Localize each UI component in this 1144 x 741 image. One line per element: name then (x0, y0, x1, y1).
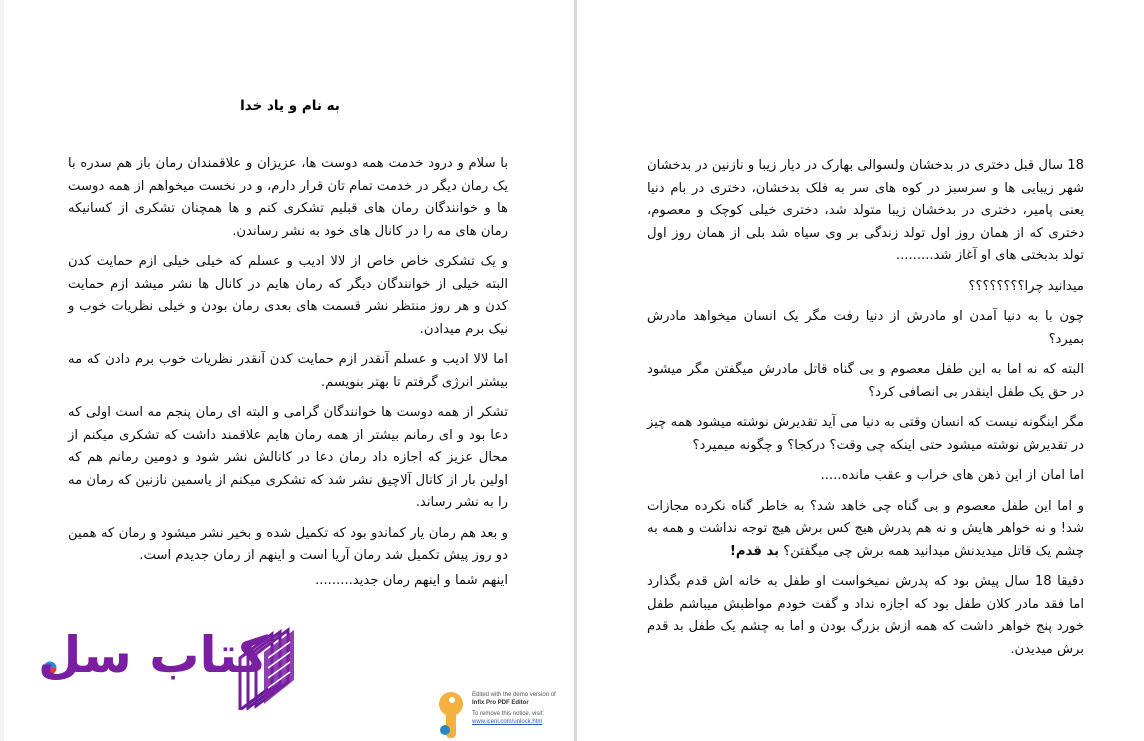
paragraph: تشکر از همه دوست ها خوانندگان گرامی و البته ای رمان پنجم مه است اولی که دعا بود و ای رمانم بیشتر از همه رمان هایم علاقمند داشت که تشکری میکنم از محال عزیز که اجازه داد رمان دعا در کانالش نشر شود و دومین رمانم هم که اولین بار از کانال آلاچیق نشر شد که تشکری میکنم از یاسمین نازنین که رمان مه را به نشر رساند. (68, 405, 508, 510)
paragraph: البته که نه اما به این طفل معصوم و بی گناه قاتل مادرش میگفتن مگر میشود در حق یک طفل اینقدر بی انصافی کرد؟ (647, 362, 1084, 400)
paragraph: اما امان از این ذهن های خراب و عقب مانده..... (820, 468, 1084, 483)
paragraph: دقیقا 18 سال پیش بود که پدرش نمیخواست او طفل به خانه اش قدم بگذارد اما فقد مادر کلان طفل بود که اجازه نداد و گفت خودم مواظبش میباشم طفل خورد پنج خواهر داشت که همه ازش بزرگ بودن و اما به چشم یک طفل بد قدم برش میدیدن. (647, 574, 1084, 657)
paragraph: چون با به دنیا آمدن او مادرش از دنیا رفت مگر یک انسان میخواهد مادرش بمیرد؟ (647, 309, 1084, 347)
closing-line: اینهم شما و اینهم رمان جدید......... (315, 573, 508, 588)
paragraph: و یک تشکری خاص خاص از لالا ادیب و عسلم که خیلی خیلی ازم حمایت کدن البته خیلی از خوانندگان دیگر که رمان هایم در کانال ها نشر میشد ازم حمایت کدن و هر روز منتظر نشر قسمت های بعدی رمان بودن و خیلی نظریات خوب و نیک برم میدادن. (68, 254, 508, 337)
right-page-body (647, 155, 1084, 669)
paragraph: و اما این طفل معصوم و بی گناه چی خاهد شد؟ به خاطر گناه نکرده مجازات شد! و نه خواهر هایش و نه هم پدرش هیچ کس برش هیچ توجه نداشت و همه به چشم یک قاتل میدیدنش میدانید همه برش چی میگفتن؟ بد قدم! (647, 498, 1084, 559)
paragraph: با سلام و درود خدمت همه دوست ها، عزیزان و علاقمندان رمان باز هم سدره با یک رمان دیگر در خدمت تمام تان قرار دارم، و در نخست میخواهم از همه دوست ها و خوانندگان رمان های قبلیم تشکری کنم و ها همچنان تشکری از کسانیکه رمان های مه را در کانال های خود به نشر رساندن. (68, 156, 508, 239)
bold-phrase: بد قدم! (729, 543, 780, 559)
infix-logo-icon (434, 688, 468, 740)
left-page-body (68, 153, 508, 576)
demo-notice-text: Edited with the demo version of Infix Pro PDF Editor To remove this notice, visit: www.iceni.com/unlock.htm (472, 692, 556, 725)
unlock-link[interactable]: www.iceni.com/unlock.htm (472, 719, 543, 725)
site-logo (32, 624, 302, 710)
paragraph: میدانید چرا؟؟؟؟؟؟؟؟ (968, 278, 1084, 294)
demo-notice (434, 688, 574, 736)
paragraph: 18 سال قبل دختری در بدخشان ولسوالی بهارک در دیار زیبا و نازنین در بدخشان شهر زیبایی ها و سرسبز در کوه های سر به فلک بدخشان، دختری در بام دنیا یعنی پامیر، دختری در بدخشان زیبا متولد شد، دختری خیلی کوچک و معصوم، دختری که از همان روز اول تولد زندگی بر وی سیاه شد بلی از همان روز اول تولد بدبختی های او آغاز شد......... (647, 158, 1084, 263)
logo-text: کتاب سل (38, 626, 268, 684)
right-page (577, 0, 1144, 741)
paragraph: مگر اینگونه نیست که انسان وقتی به دنیا می آید تقدیرش نوشته میشود همه چیز در تقدیرش نوشته میشود حتی اینکه چی وقت؟ درکجا؟ و چگونه میمیرد؟ (647, 415, 1084, 453)
left-page (4, 0, 574, 741)
paragraph: اما لالا ادیب و عسلم آنقدر ازم حمایت کدن آنقدر نظریات خوب برم دادن که مه بیشتر انرژی گرفتم تا بهتر بنویسم. (68, 352, 508, 390)
page-heading: به نام و یاد خدا (240, 98, 340, 114)
paragraph: و بعد هم رمان یار کماندو بود که تکمیل شده و بخیر نشر میشود و رمان که همین دو روز پیش تکمیل شد رمان آریا است و اینهم از رمان جدیدم است. (68, 525, 508, 563)
